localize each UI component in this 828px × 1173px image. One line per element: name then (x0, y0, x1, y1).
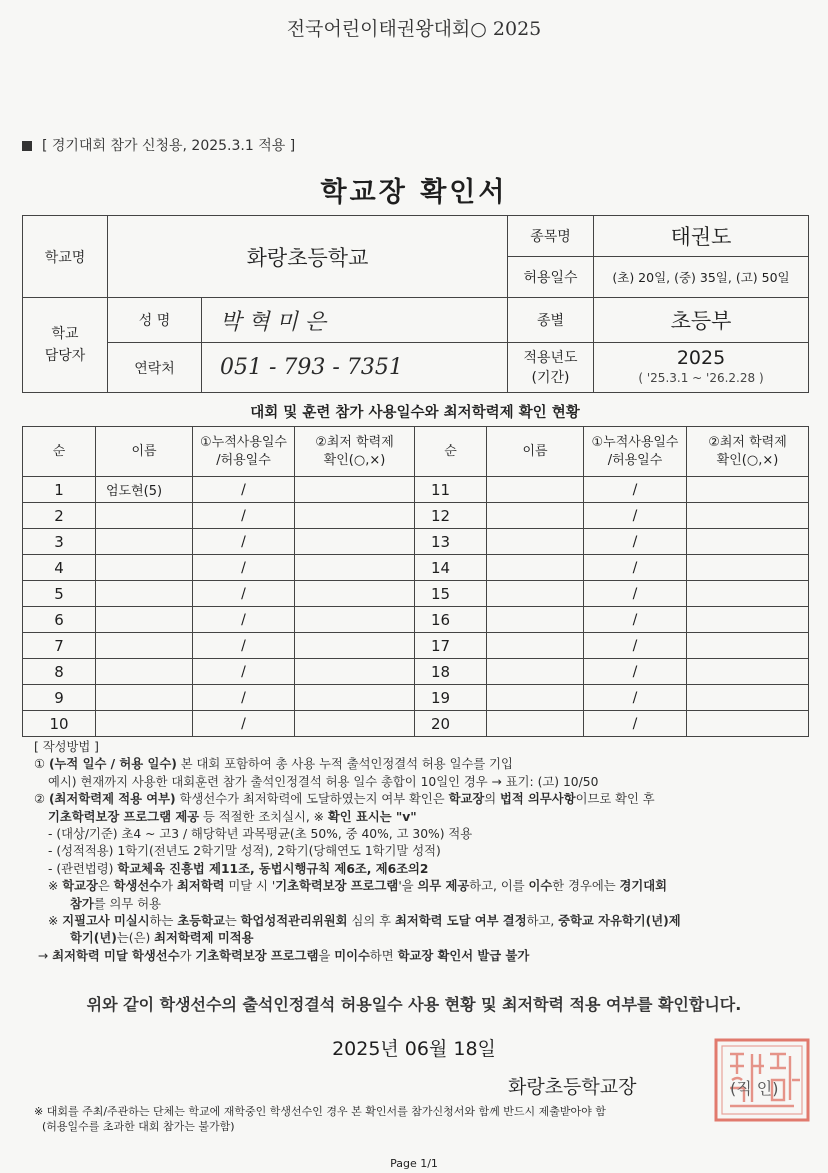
table-row (23, 659, 809, 685)
document-title: 학교장 확인서 (320, 177, 508, 208)
guide-line-5: - (대상/기준) 초4 ~ 고3 / 해당학년 과목평균(초 50%, 중 40%, 고 30%) 적용 (48, 827, 473, 842)
guide-text: 가 (161, 879, 177, 894)
event-label: 종목명 (508, 216, 594, 257)
row-days: / (584, 633, 687, 659)
confirmation-date: 2025년 06월 18일 (332, 1038, 496, 1060)
row-check (687, 711, 809, 737)
contact-label: 연락처 (108, 343, 202, 393)
guide-text: - (관련법령) (48, 861, 118, 876)
guide-text: 이므로 확인 후 (575, 792, 655, 807)
guide-line-4 (34, 809, 814, 826)
row-days: / (584, 503, 687, 529)
page-number: Page 1/1 (390, 1157, 438, 1170)
guide-text: 하고, (526, 914, 559, 929)
guide-line-2: 예시) 현재까지 사용한 대회훈련 참가 출석인정결석 허용 일수 총합이 10일인 경우 → 표기: (고) 10/50 (48, 774, 599, 789)
guide-bold: 학업성적관리위원회 (240, 914, 348, 929)
row-days: / (193, 581, 295, 607)
row-name (96, 529, 193, 555)
guide-text: 를 의무 허용 (93, 896, 161, 911)
row-check (687, 659, 809, 685)
row-no: 2 (23, 503, 96, 529)
guide-line-8 (34, 878, 814, 895)
header-min (295, 427, 415, 477)
guide-bold: (누적 일수 / 허용 일수) (48, 757, 177, 772)
row-check (295, 685, 415, 711)
footnote-line-2: (허용일수를 초과한 대회 참가는 불가함) (42, 1120, 235, 1133)
guide-bold: 미이수 (334, 948, 370, 963)
row-name (487, 555, 584, 581)
footnote (34, 1104, 814, 1134)
row-no: 3 (23, 529, 96, 555)
row-check (295, 581, 415, 607)
row-name (487, 711, 584, 737)
manager-label-line-1: 학교 (51, 326, 79, 342)
guide-bold: 확인 표시는 "v" (327, 809, 417, 824)
guide-text: 학생선수가 최저학력에 도달하였는지 여부 확인은 (175, 792, 449, 807)
guide-text: 미달 시 ' (224, 879, 276, 894)
guide-line-1 (34, 756, 814, 773)
guide-title: [ 작성방법 ] (34, 740, 99, 754)
row-no: 11 (415, 477, 487, 503)
header-name-right: 이름 (487, 427, 584, 477)
guide-bold: (최저학력제 적용 여부) (48, 792, 176, 807)
confirmation-statement: 위와 같이 학생선수의 출석인정결석 허용일수 사용 현황 및 최저학력 적용 여부를 확인합니다. (86, 995, 742, 1014)
guide-text: 한 경우에는 (552, 879, 620, 894)
row-days: / (584, 529, 687, 555)
name-value-handwritten: 박 혁 미 은 (202, 298, 508, 343)
category-label: 종별 (508, 298, 594, 343)
guide-text: ※ (48, 879, 63, 894)
row-check (295, 555, 415, 581)
row-name (487, 633, 584, 659)
row-name (487, 503, 584, 529)
guide-bold: 참가 (70, 896, 94, 911)
row-days: / (584, 685, 687, 711)
table-row (23, 607, 809, 633)
table-row (23, 503, 809, 529)
row-no: 16 (415, 607, 487, 633)
guide-line-9 (34, 896, 814, 913)
name-label: 성 명 (108, 298, 202, 343)
row-check (295, 607, 415, 633)
footnote-line-1: ※ 대회를 주최/주관하는 단체는 학교에 재학중인 학생선수인 경우 본 확인서를 참가신청서와 함께 반드시 제출받아야 함 (34, 1105, 606, 1118)
row-days: / (193, 711, 295, 737)
row-name: 엄도현(5) (96, 477, 193, 503)
header-min-right (687, 427, 809, 477)
guide-text: ② (34, 792, 49, 807)
header-days (193, 427, 295, 477)
info-table (22, 215, 809, 393)
event-value: 태권도 (594, 216, 809, 257)
row-check (687, 529, 809, 555)
row-days: / (193, 555, 295, 581)
row-no: 9 (23, 685, 96, 711)
guide-bold: 의무 제공 (417, 879, 470, 894)
row-no: 7 (23, 633, 96, 659)
row-name (487, 607, 584, 633)
row-days: / (193, 503, 295, 529)
row-no: 20 (415, 711, 487, 737)
row-no: 1 (23, 477, 96, 503)
guide-bold: 학교체육 진흥법 제11조, 동법시행규칙 제6조, 제6조의2 (117, 861, 429, 876)
table-row (23, 633, 809, 659)
row-check (295, 659, 415, 685)
form-note (22, 135, 295, 155)
table-row (23, 477, 809, 503)
row-name (487, 529, 584, 555)
row-no: 10 (23, 711, 96, 737)
guide-bold: 이수 (528, 879, 553, 894)
guide-bold: 기초학력보장 프로그램 (275, 879, 399, 894)
row-name (96, 685, 193, 711)
row-days: / (584, 659, 687, 685)
header-days-right (584, 427, 687, 477)
header-days-right-line-1: ①누적사용일수 (591, 434, 679, 450)
header-min-line-1: ②최저 학력제 (315, 434, 394, 450)
guide-line-7 (34, 861, 814, 878)
row-days: / (584, 711, 687, 737)
year-label-line-1: 적용년도 (523, 349, 578, 366)
row-days: / (193, 607, 295, 633)
header-days-line-2: /허용일수 (216, 452, 271, 468)
header-name: 이름 (96, 427, 193, 477)
row-check (687, 685, 809, 711)
square-bullet-icon (22, 141, 32, 151)
guide-text: 의 (484, 792, 501, 807)
guide-bold: 학기(년) (70, 931, 117, 946)
guide-bold: 지필고사 미실시 (62, 914, 150, 929)
year-label-line-2: (기간) (531, 369, 570, 386)
guide-bold: 중학교 자유학기(년)제 (558, 914, 681, 929)
section-title: 대회 및 훈련 참가 사용일수와 최저학력제 확인 현황 (250, 405, 580, 421)
row-days: / (193, 659, 295, 685)
category-value: 초등부 (594, 298, 809, 343)
form-note-text: [ 경기대회 참가 신청용, 2025.3.1 적용 ] (42, 138, 296, 154)
row-days: / (584, 555, 687, 581)
allowed-days-value: (초) 20일, (중) 35일, (고) 50일 (594, 257, 809, 298)
row-no: 13 (415, 529, 487, 555)
header-order: 순 (23, 427, 96, 477)
row-name (96, 607, 193, 633)
guide-bold: 최저학력 도달 여부 결정 (394, 914, 527, 929)
table-row (23, 529, 809, 555)
row-days: / (584, 477, 687, 503)
guide-text: → (38, 948, 53, 963)
guide-text: 는 (224, 914, 241, 929)
row-check (687, 503, 809, 529)
row-name (487, 477, 584, 503)
guide-text: ※ (48, 914, 63, 929)
guide-text: 은 (97, 879, 114, 894)
row-days: / (193, 633, 295, 659)
header-min-line-2: 확인(○,×) (323, 452, 386, 468)
row-name (96, 711, 193, 737)
row-check (295, 503, 415, 529)
row-no: 4 (23, 555, 96, 581)
header-days-line-1: ①누적사용일수 (199, 434, 287, 450)
guide-bold: 학교장 (448, 792, 485, 807)
guide-text: '을 (398, 879, 418, 894)
guide-text: 는(은) (116, 931, 155, 946)
row-check (295, 529, 415, 555)
row-no: 5 (23, 581, 96, 607)
guide-text: 하는 (149, 914, 178, 929)
doc-header: 전국어린이태권왕대회○ 2025 (286, 18, 542, 40)
row-days: / (193, 529, 295, 555)
row-no: 6 (23, 607, 96, 633)
row-name (96, 555, 193, 581)
contact-value-handwritten: 051 - 793 - 7351 (202, 343, 508, 393)
guide-text: 하면 (369, 948, 398, 963)
guide-bold: 기초학력보장 프로그램 제공 (48, 809, 200, 824)
guide-text: 등 적절한 조치실시, ※ (199, 809, 328, 824)
row-days: / (584, 607, 687, 633)
row-no: 15 (415, 581, 487, 607)
usage-table (22, 426, 809, 737)
year-label (508, 343, 594, 393)
guide-text: 가 (179, 948, 196, 963)
header-min-right-line-1: ②최저 학력제 (708, 434, 787, 450)
guide-line-10 (34, 913, 814, 930)
row-days: / (193, 685, 295, 711)
row-no: 18 (415, 659, 487, 685)
row-name (96, 503, 193, 529)
row-no: 19 (415, 685, 487, 711)
row-check (687, 633, 809, 659)
guide-bold: 최저학력 미달 학생선수 (52, 948, 180, 963)
guide-text: 본 대회 포함하여 총 사용 누적 출석인정결석 허용 일수를 기입 (176, 757, 513, 772)
guide-bold: 학생선수 (113, 879, 162, 894)
guide-text: 하고, 이를 (469, 879, 529, 894)
row-days: / (193, 477, 295, 503)
principal-title: 화랑초등학교장 (508, 1076, 637, 1098)
row-check (687, 581, 809, 607)
row-name (487, 659, 584, 685)
row-check (687, 477, 809, 503)
row-check (687, 555, 809, 581)
year-value-cell (594, 343, 809, 393)
row-no: 8 (23, 659, 96, 685)
guide-bold: 학교장 (62, 879, 98, 894)
row-check (295, 477, 415, 503)
manager-label (23, 298, 108, 393)
allowed-days-label: 허용일수 (508, 257, 594, 298)
row-no: 17 (415, 633, 487, 659)
year-period: ( '25.3.1 ~ '26.2.28 ) (638, 370, 764, 385)
row-check (295, 633, 415, 659)
guide-bold: 학교장 확인서 발급 불가 (397, 948, 530, 963)
guide-text: ① (34, 757, 49, 772)
row-check (687, 607, 809, 633)
guide-bold: 법적 의무사항 (500, 792, 576, 807)
table-row (23, 685, 809, 711)
guide-bold: 기초학력보장 프로그램 (195, 948, 319, 963)
row-name (96, 633, 193, 659)
guide-bold: 초등학교 (177, 914, 225, 929)
seal-label: (직 인) (730, 1079, 779, 1098)
guide-bold: 최저학력 (176, 879, 225, 894)
header-order-right: 순 (415, 427, 487, 477)
row-name (96, 659, 193, 685)
row-days: / (584, 581, 687, 607)
guide-line-11 (34, 930, 814, 947)
manager-label-line-2: 담당자 (44, 348, 86, 364)
guide-bold: 최저학력제 미적용 (154, 931, 254, 946)
guide-line-6: - (성적적용) 1학기(전년도 2학기말 성적), 2학기(당해연도 1학기말 성적) (48, 844, 441, 859)
table-row (23, 711, 809, 737)
guide-line-12 (34, 948, 814, 965)
guide-bold: 경기대회 (619, 879, 668, 894)
row-name (487, 581, 584, 607)
guide-text: 심의 후 (347, 914, 395, 929)
row-check (295, 711, 415, 737)
table-row (23, 581, 809, 607)
header-days-right-line-2: /허용일수 (607, 452, 663, 468)
guide-text: 을 (318, 948, 335, 963)
year-value: 2025 (676, 346, 726, 369)
school-value: 화랑초등학교 (108, 216, 508, 298)
row-name (487, 685, 584, 711)
row-no: 14 (415, 555, 487, 581)
row-name (96, 581, 193, 607)
table-row (23, 555, 809, 581)
guide-line-3 (34, 791, 814, 808)
school-label: 학교명 (23, 216, 108, 298)
header-min-right-line-2: 확인(○,×) (716, 452, 779, 468)
row-no: 12 (415, 503, 487, 529)
writing-guide (34, 739, 814, 965)
